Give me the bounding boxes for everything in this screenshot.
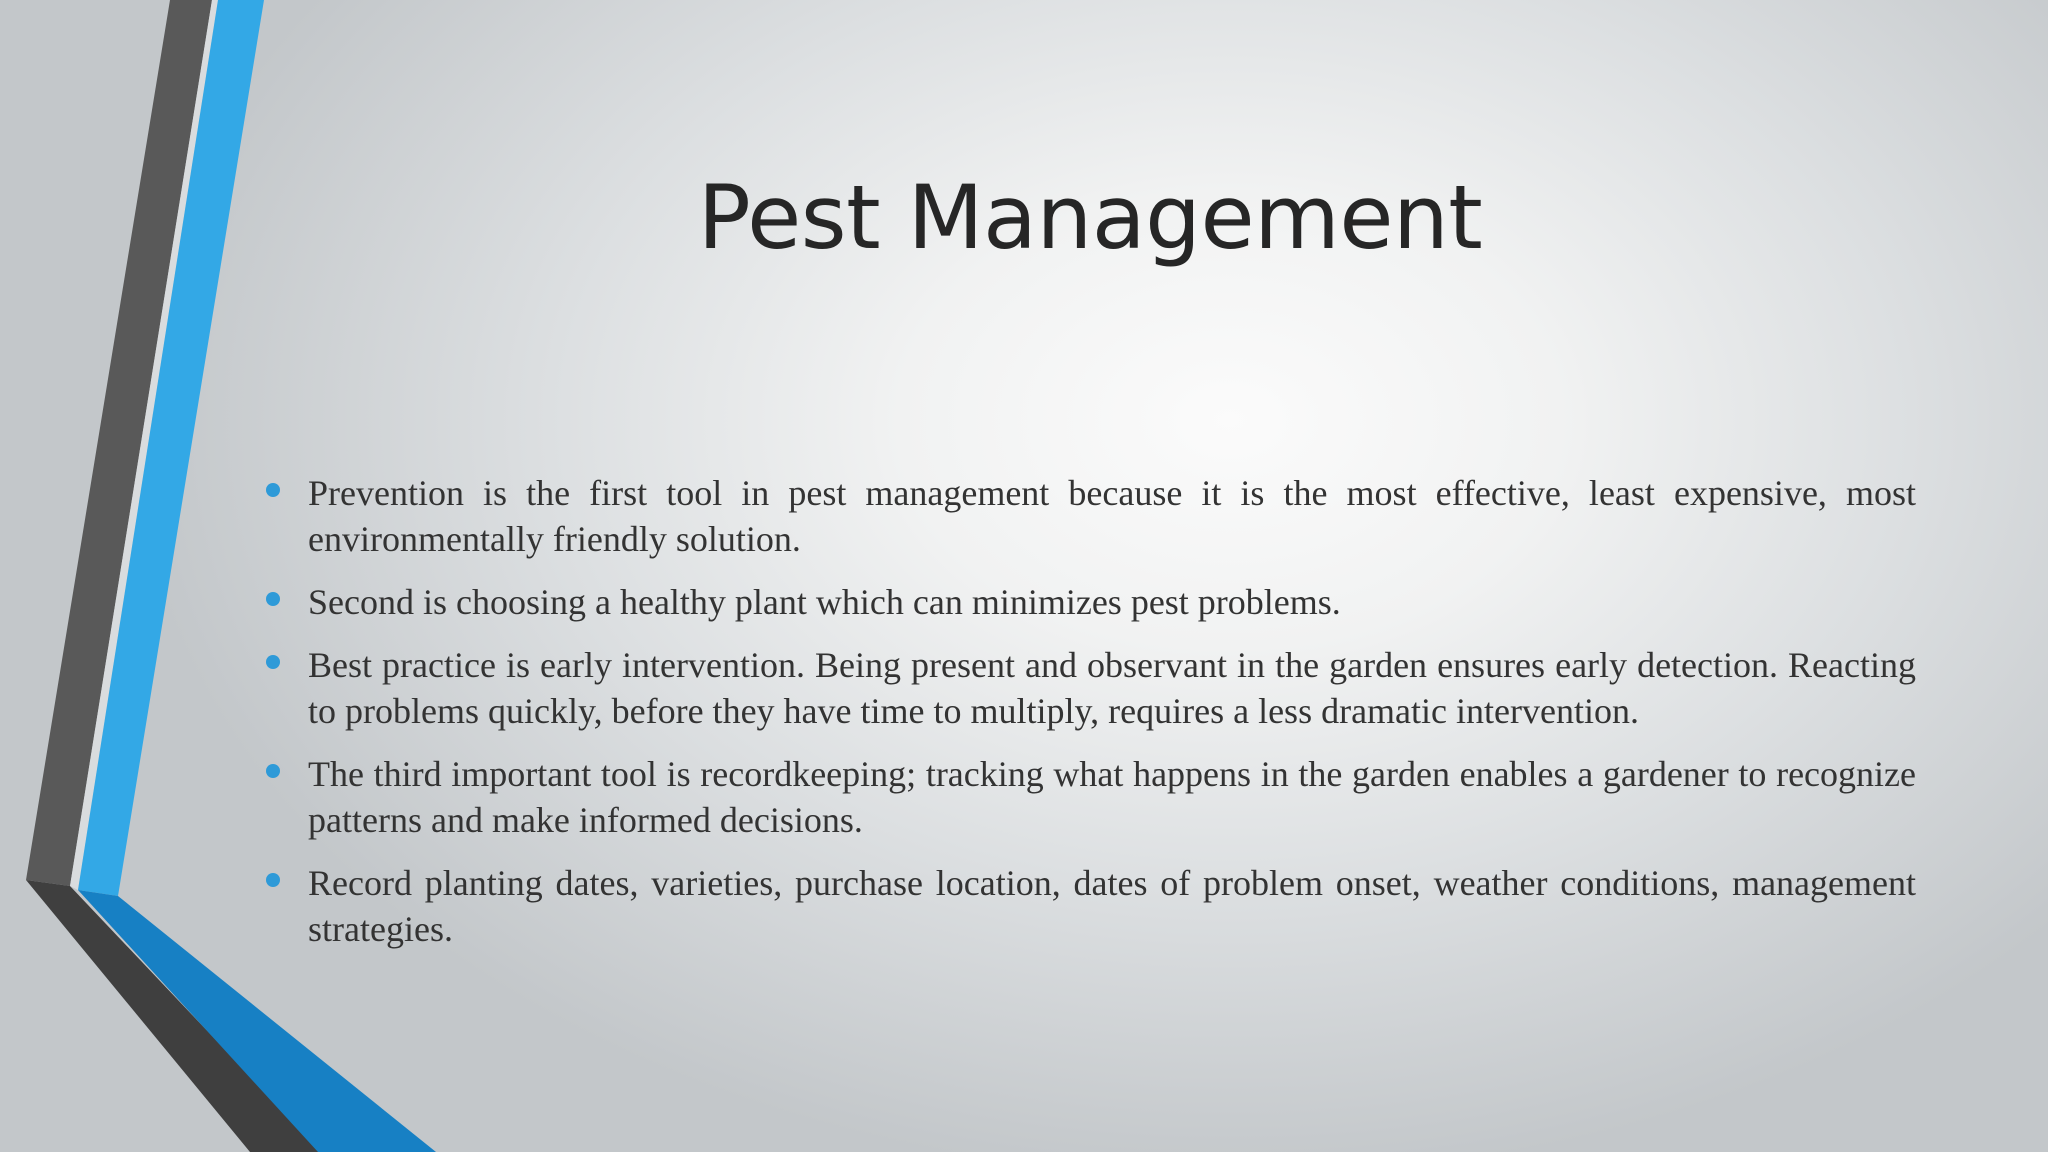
bullet-dot-icon <box>266 764 280 778</box>
bullet-item <box>264 751 1916 843</box>
bullet-dot-icon <box>266 655 280 669</box>
bullet-dot-icon <box>266 483 280 497</box>
light-divider-stripe <box>70 0 218 890</box>
bullet-item <box>264 470 1916 562</box>
bullet-dot-icon <box>266 873 280 887</box>
bullet-item <box>264 579 1916 625</box>
bullet-text: The third important tool is recordkeeping; tracking what happens in the garden enables a gardener to recognize patterns and make informed decisions. <box>308 754 1916 840</box>
bullet-dot-icon <box>266 592 280 606</box>
bullet-text: Prevention is the first tool in pest management because it is the most effective, least expensive, most environmentally friendly solution. <box>308 473 1916 559</box>
bullet-text: Second is choosing a healthy plant which can minimizes pest problems. <box>308 582 1341 622</box>
bullet-text: Best practice is early intervention. Being present and observant in the garden ensures early detection. Reacting to problems quickly, before they have time to multiply, requires a less dramatic intervention. <box>308 645 1916 731</box>
bullet-list <box>264 470 1916 969</box>
bullet-item <box>264 642 1916 734</box>
bullet-text: Record planting dates, varieties, purchase location, dates of problem onset, weather conditions, management strategies. <box>308 863 1916 949</box>
bullet-item <box>264 860 1916 952</box>
slide-title: Pest Management <box>697 166 1483 269</box>
